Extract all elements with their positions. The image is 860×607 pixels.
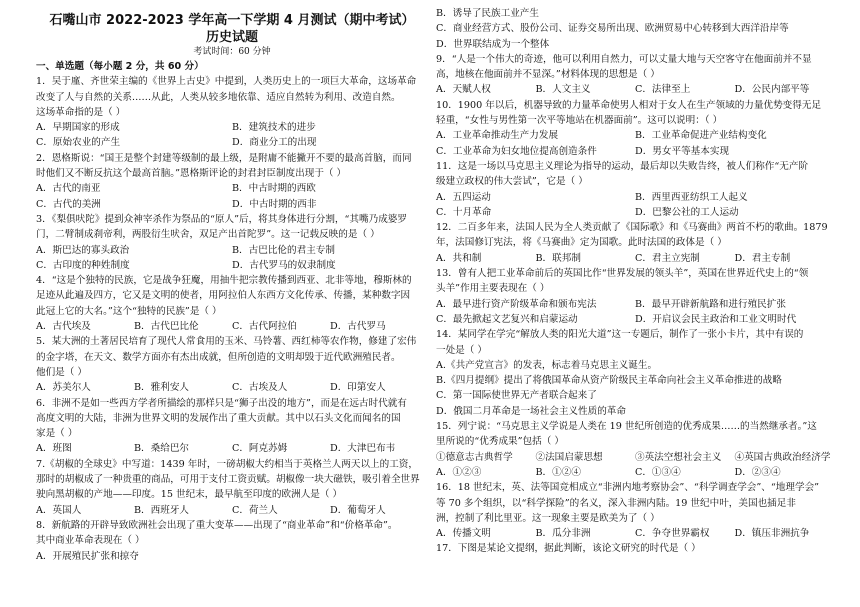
exam-time: 考试时间：60 分钟 [193, 47, 271, 57]
option: B．雅利安人 [134, 382, 190, 394]
question-15-line: 里所说的“优秀成果”包括（ ） [436, 436, 564, 448]
question-8-line: 8．新航路的开辟导致欧洲社会出现了重大变革——出现了“商业革命”和“价格革命”。 [36, 519, 398, 531]
option: D．巴黎公社的工人运动 [635, 206, 739, 218]
question-15-options [436, 465, 834, 480]
option: C．古代的美洲 [36, 198, 101, 210]
option: C．阿克苏姆 [232, 443, 288, 455]
option: D．印第安人 [330, 382, 386, 394]
option: D．俄国二月革命是一场社会主义性质的革命 [436, 405, 626, 417]
question-16-line: 16．18 世纪末，英、法等国竞相成立“非洲内地考察协会”、“科学调查学会”、“地理学会” [436, 482, 820, 494]
option: A．古代的南亚 [36, 183, 101, 195]
question-4-line: 足迹从此遍及四方，它又是文明的使者，用阿拉伯人东西方文化传承、传播，某种数字因 [36, 290, 411, 302]
question-6-options [36, 441, 428, 456]
question-7-line: 那时的胡椒成了一种贵重的商品，可用于支付工资贡赋。胡椒像一块大磁铁，吸引着全世界 [36, 474, 420, 486]
option: C．十月革命 [436, 206, 492, 218]
question-9-line: 高，地核在他面前并不显深。”材料体现的思想是（ ） [436, 69, 660, 81]
question-17-line: 17．下图是某论文提纲，据此判断，该论文研究的时代是（ ） [436, 543, 701, 555]
question-11-line: 11．这是一场以马克思主义理论为指导的运动，最后却以失败告终，被人们称作“无产阶 [436, 160, 809, 172]
item: ①德意志古典哲学 [436, 451, 513, 463]
option: A．早期国家的形成 [36, 122, 120, 134]
option: C．原始农业的产生 [36, 137, 121, 149]
option: D．葡萄牙人 [330, 504, 386, 516]
option: B．古代巴比伦 [134, 321, 199, 333]
option: B．①②④ [535, 466, 581, 478]
question-11-options [436, 205, 834, 220]
option: D．君主专制 [734, 252, 791, 264]
question-2-options [36, 181, 428, 196]
option: C．工业革命为妇女地位提高创造条件 [436, 145, 597, 157]
question-12-line: 年，法国修订宪法，将《马赛曲》定为国歌。此时法国的政体是（ ） [436, 237, 727, 249]
option: D．男女平等基本实现 [635, 145, 730, 157]
question-3-options [36, 258, 428, 273]
option: D．商业分工的出现 [232, 137, 317, 149]
question-11-options [436, 190, 834, 205]
question-2-options [36, 197, 428, 212]
question-10-line: 轻重，“女性与男性第一次平等地站在机器面前”。这可以说明：（ ） [436, 115, 723, 127]
option: B．工业革命促进产业结构变化 [635, 130, 767, 142]
question-7-line: 驶向黑胡椒的产地——印度。15 世纪末，最早航至印度的欧洲人是（ ） [36, 489, 343, 501]
option: D．公民内部平等 [734, 84, 810, 96]
option: A．最早进行资产阶级革命和颁布宪法 [436, 298, 597, 310]
question-6-line: 家是（ ） [36, 428, 78, 440]
option: B．西里西亚纺织工人起义 [635, 191, 748, 203]
option: C．商业经营方式、股份公司、证券交易所出现、欧洲贸易中心转移到大西洋沿岸等 [436, 23, 789, 35]
question-1-line: 这场革命指的是（ ） [36, 106, 126, 118]
item: ②法国启蒙思想 [535, 451, 603, 463]
option: C．①③④ [635, 466, 681, 478]
question-14-line: 一处是（ ） [436, 344, 488, 356]
question-4-line: 此冠上它的大名。”这个“独特的民族”是（ ） [36, 305, 222, 317]
option: C．荷兰人 [232, 504, 278, 516]
question-9-line: 9．“人是一个伟大的奇迹，他可以利用自然力，可以丈量大地与天空客守在他面前并不显 [436, 53, 812, 65]
question-1-options [36, 135, 428, 150]
question-10-options [436, 144, 834, 159]
question-12-options [436, 251, 834, 266]
option: D．古代罗马的奴隶制度 [232, 259, 336, 271]
question-3-options [36, 243, 428, 258]
option: C．君主立宪制 [635, 252, 700, 264]
question-7-line: 7.《胡椒的全球史》中写道：1439 年时，一磅胡椒大约相当于英格兰人两天以上的工资， [36, 458, 418, 470]
option: D．开启议会民主政治和工业文明时代 [635, 313, 797, 325]
option: B．诱导了民族工业产生 [436, 8, 539, 19]
question-4-line: 4．“这是个独特的民族，它是战争狂魔，用抽牛把宗教传播到西亚、北非等地，穆斯林的 [36, 275, 412, 287]
option: A．①②③ [436, 466, 482, 478]
question-15-line: 15．列宁说：“马克思主义学说是人类在 19 世纪所创造的优秀成果……的当然继承者。”这 [436, 421, 817, 433]
option: D．古代罗马 [330, 321, 386, 333]
option: A．天赋人权 [436, 84, 491, 96]
option: B．古巴比伦的君主专制 [232, 244, 335, 256]
question-10-options [436, 128, 834, 143]
section-heading: 一、单选题（每小题 2 分，共 60 分） [36, 61, 204, 72]
question-15-items [436, 450, 834, 465]
question-6-line: 6．非洲不是如一些西方学者所描绘的那样只是“狮子出没的地方”，而是在远古时代就有 [36, 397, 407, 409]
item: ④英国古典政治经济学 [734, 451, 831, 463]
question-16-line: 洲，控制了利比里亚。这一现象主要是欧美为了（ ） [436, 512, 660, 524]
question-13-options [436, 297, 834, 312]
option: D．中古时期的西非 [232, 198, 317, 210]
question-1-line: 改变了人与自然的关系……从此，人类从较多地依靠、适应自然转为利用、改造自然。 [36, 91, 401, 103]
option: C．古印度的种姓制度 [36, 259, 130, 271]
question-5-line: 他们是（ ） [36, 366, 88, 378]
question-5-line: 5．某大洲的土著居民培育了现代人常食用的玉米、马铃薯、西红柿等农作物，修建了宏伟 [36, 336, 417, 348]
question-16-options [436, 526, 834, 541]
option: A．共和制 [436, 252, 482, 264]
question-9-options [436, 82, 834, 97]
option: B．中古时期的西欧 [232, 183, 316, 195]
question-3-line: 3．《梨俱吠陀》提到众神宰杀作为祭品的“原人”后，将其身体进行分割，“其嘴乃成婆罗 [36, 213, 407, 225]
option: A．开展殖民扩张和掠夺 [36, 550, 139, 562]
question-7-options [36, 503, 428, 518]
question-1-options [36, 120, 428, 135]
question-8-line: 其中商业革命表现在（ ） [36, 535, 145, 547]
option: A．传播文明 [436, 528, 491, 540]
option: C．争夺世界霸权 [635, 528, 710, 540]
option: B．瓜分非洲 [535, 528, 591, 540]
option: D．大津巴布韦 [330, 443, 396, 455]
option: A．工业革命推动生产力发展 [436, 130, 559, 142]
question-13-line: 13．曾有人把工业革命前后的英国比作“世界发展的领头羊”，英国在世界近代史上的“领 [436, 268, 809, 280]
question-5-line: 的金字塔，在天文、数学方面亦有杰出成就，但所创造的文明却毁于近代欧洲殖民者。 [36, 351, 401, 363]
option: B．桑给巴尔 [134, 443, 190, 455]
option: B．人文主义 [535, 84, 591, 96]
option: B．建筑技术的进步 [232, 122, 316, 134]
question-13-options [436, 312, 834, 327]
item: ③英法空想社会主义 [635, 451, 722, 463]
question-5-options [36, 380, 428, 395]
question-3-line: 门，二臂制成刹帝利，两股衍生吠舍，双足产出首陀罗”。这一记载反映的是（ ） [36, 229, 380, 241]
option: A.《共产党宣言》的发表，标志着马克思主义诞生。 [436, 359, 658, 371]
option: C．最先掀起文艺复兴和启蒙运动 [436, 313, 578, 325]
option: B．最早开辟新航路和进行殖民扩张 [635, 298, 786, 310]
option: D．世界联结成为一个整体 [436, 38, 550, 50]
exam-title: 石嘴山市 2022-2023 学年高一下学期 4 月测试（期中考试） [49, 13, 415, 28]
option: B．联邦制 [535, 252, 581, 264]
exam-subtitle: 历史试题 [205, 30, 258, 45]
right-column [436, 6, 834, 557]
option: A．苏美尔人 [36, 382, 91, 394]
option: C．古代阿拉伯 [232, 321, 297, 333]
option: C．古埃及人 [232, 382, 288, 394]
option: D．镇压非洲抗争 [734, 528, 810, 540]
option: A．古代埃及 [36, 321, 91, 333]
question-13-line: 头羊”作用主要表现在（ ） [436, 283, 550, 295]
question-16-line: 等 70 多个组织，以“科学探险”的名义，深入非洲内陆。19 世纪中叶，美国也插足非 [436, 497, 796, 509]
option: D．②③④ [734, 466, 781, 478]
question-6-line: 高度文明的大陆，非洲为世界文明的发展作出了重大贡献。其中以石头文化而闻名的国 [36, 412, 401, 424]
question-2-line: 2．恩格斯说：“国王是整个封建等级制的最上级，是附庸不能撇开不要的最高首脑，而同 [36, 152, 412, 164]
question-10-line: 10．1900 年以后，机器导致的力量革命使男人相对于女人在生产领域的力量优势变得无足 [436, 99, 822, 111]
question-2-line: 时他们又不断反抗这个最高首脑。”恩格斯评论的封君封臣制度出现于（ ） [36, 168, 347, 180]
option: C．法律至上 [635, 84, 691, 96]
option: C．第一国际使世界无产者联合起来了 [436, 390, 597, 402]
option: B.《四月提纲》提出了将俄国革命从资产阶级民主革命向社会主义革命推进的战略 [436, 375, 782, 387]
option: A．英国人 [36, 504, 82, 516]
question-4-options [36, 319, 428, 334]
option: B．西班牙人 [134, 504, 190, 516]
question-11-line: 级建立政权的伟大尝试”，它是（ ） [436, 176, 588, 188]
option: A．斯巴达的寡头政治 [36, 244, 130, 256]
question-14-line: 14．某同学在学完“解放人类的阳光大道”这一专题后，制作了一张小卡片，其中有误的 [436, 329, 804, 341]
option: A．五四运动 [436, 191, 491, 203]
left-column [36, 0, 428, 564]
question-1-line: 1．吴于廑、齐世荣主编的《世界上古史》中提到，人类历史上的一项巨大革命，这场革命 [36, 76, 417, 88]
question-12-line: 12．二百多年来，法国人民为全人类贡献了《国际歌》和《马赛曲》两首不朽的歌曲。1879 [436, 222, 828, 234]
option: A．班图 [36, 443, 72, 455]
